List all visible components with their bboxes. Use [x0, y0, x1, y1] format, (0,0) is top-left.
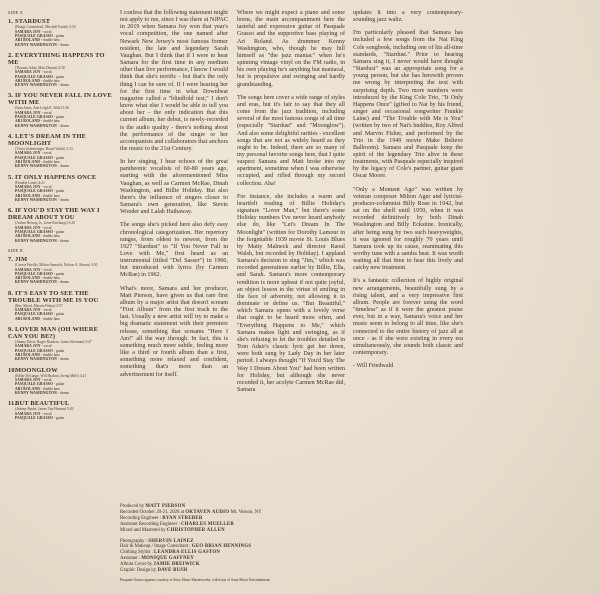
musician-name: KENNY WASHINGTON: [15, 42, 57, 47]
musician-credit: [8, 357, 112, 361]
track-title-line: [8, 400, 112, 407]
track-number: 9.: [8, 326, 14, 334]
musician-instrument: - guitar: [52, 229, 65, 234]
track-title: EVERYTHING HAPPENS TO ME: [8, 51, 105, 66]
musician-instrument: - guitar: [52, 271, 65, 276]
fine-print: Pasquale Grasso appears courtesy of Sony Music Masterworks, a division of Sony Music Entertainment.: [120, 577, 271, 582]
track-number: 7.: [8, 256, 14, 264]
musician-name: KENNY WASHINGTON: [15, 164, 57, 169]
musician-name: SAMARA JOY: [15, 151, 41, 156]
track-item: [8, 92, 112, 128]
musician-name: ARI ROLAND: [15, 38, 41, 43]
track-composers: (Rey Allred, Marvin Fisher) 3:57: [15, 303, 63, 308]
musician-credit: [8, 83, 112, 87]
musician-name: PASQUALE GRASSO: [15, 348, 53, 353]
musician-credit: [8, 164, 112, 168]
musician-name: ARI ROLAND: [15, 78, 41, 83]
credit-label: Assistant :: [120, 556, 142, 562]
track-number: 6.: [8, 207, 14, 215]
musician-name: PASQUALE GRASSO: [15, 115, 53, 120]
credit-label: Recorded October 20-21, 2020 at: [120, 509, 186, 515]
musician-name: KENNY WASHINGTON: [15, 197, 57, 202]
recording-credits: [120, 504, 460, 534]
track-title-line: [8, 133, 112, 147]
musician-credit: [8, 124, 112, 128]
credit-value: CHARLES MUELLER: [181, 521, 235, 527]
musician-instrument: - double bass: [40, 386, 60, 391]
credit-value: MATT PIERSON: [145, 504, 186, 509]
musician-name: PASQUALE GRASSO: [15, 312, 53, 317]
musician-instrument: - vocal: [40, 110, 52, 115]
track-title: JIM: [15, 256, 28, 264]
musician-name: SAMARA JOY: [15, 110, 41, 115]
notes-paragraph: What's more, Samara and her producer, Matt Pierson, have given us that rare first album by a major artist that doesn't scream "First Album" from the first track to the last. Usually a new artist will try to make a big dramatic statement with their premiere release, something that screams "Here I Am!" all the way through. In fact, this is something much more subtle, feeling more like a third or fourth album than a first, something more relaxed and confident, something that's more than an advertisement for itself.: [120, 285, 228, 378]
track-composers: (Frankie Laine) 4:21: [15, 180, 45, 185]
notes-column-3: [353, 10, 463, 376]
track-composers: (Eddie DeLange, Will Hudson, Irving Mills) 4:21: [15, 373, 87, 378]
notes-paragraph: It's a fantastic collection of highly original new arrangements, beautifully sung by a rising talent, and a very impressive first album. People are forever using the word "timeless" as if it were the greatest praise ever, but in a way, Samara's voice and her music seem to belong to all time, like she's connected to the entire history of jazz all at once - as if she were existing in every era simultaneously, she sounds both classic and contemporary.: [353, 278, 463, 357]
notes-column-2: [237, 10, 345, 400]
musician-name: KENNY WASHINGTON: [15, 280, 57, 285]
musician-instrument: - guitar: [52, 74, 65, 79]
musician-instrument: - drums: [56, 42, 69, 47]
musician-name: ARI ROLAND: [15, 353, 41, 358]
musician-instrument: - guitar: [52, 382, 65, 387]
musician-name: KENNY WASHINGTON: [15, 390, 57, 395]
side-b-tracklist: [8, 256, 112, 420]
track-composers: (Caesar Petrillo, Milton Samuels, Nelson A. Shawn) 4:50: [15, 263, 98, 268]
track-number: 1.: [8, 18, 14, 26]
musician-name: SAMARA JOY: [15, 411, 41, 416]
musician-instrument: - vocal: [40, 185, 52, 190]
side-a-heading: SIDE A: [8, 10, 23, 15]
musician-instrument: - double bass: [40, 276, 60, 281]
musician-instrument: - vocal: [40, 267, 52, 272]
musician-name: ARI ROLAND: [15, 119, 41, 124]
track-composers: (Thomas Adair, Matt Dennis) 4:58: [15, 65, 65, 70]
track-composers: (Victor Schertzinger, Raoul Walsh) 3:33: [15, 147, 73, 152]
credit-label: Photography :: [120, 538, 149, 544]
track-number: 3.: [8, 92, 14, 100]
credit-value: DAVE BUSH: [157, 568, 188, 574]
musician-instrument: - double bass: [40, 353, 60, 358]
musician-instrument: - double bass: [40, 119, 60, 124]
credit-value: JAMIE BREIWICK: [153, 562, 200, 568]
track-item: [8, 400, 112, 420]
production-credits: [120, 504, 460, 584]
track-title: LOVER MAN (OH WHERE CAN YOU BE?): [8, 326, 99, 341]
musician-instrument: - double bass: [40, 38, 60, 43]
track-number: 4.: [8, 133, 14, 141]
track-number: 5.: [8, 173, 14, 181]
credit-value: CHRISTOPHER ALLEN: [166, 527, 225, 533]
musician-name: KENNY WASHINGTON: [15, 238, 57, 243]
musician-instrument: - drums: [56, 83, 69, 88]
musician-credit: [8, 43, 112, 47]
musician-name: ARI ROLAND: [15, 193, 41, 198]
track-title-line: [8, 367, 112, 374]
musician-instrument: - drums: [56, 123, 69, 128]
musician-name: PASQUALE GRASSO: [15, 189, 53, 194]
track-item: [8, 290, 112, 321]
notes-paragraph: Where we might expect a piano and some horns, the main accompaniment here the tasteful and expressive guitar of Pasquale Grasso and the supportive bass playing of Ari Roland. As drummer Kenny Washington, who, though he may bill himself as "the jazz maniac" when he's spinning vintage vinyl on the FM radio, in his own playing he's anything but maniacal, but is propulsive and swinging and hardly grandstanding.: [237, 10, 345, 88]
credit-label: Recording Engineer :: [120, 515, 163, 521]
track-title: IF YOU NEVER FALL IN LOVE WITH ME: [8, 92, 112, 107]
musician-instrument: - vocal: [40, 344, 52, 349]
musician-credit: [8, 198, 112, 202]
musician-instrument: - double bass: [40, 193, 60, 198]
track-number: 11.: [8, 400, 17, 408]
musician-name: SAMARA JOY: [15, 344, 41, 349]
musician-instrument: - double bass: [40, 316, 60, 321]
track-composers: (Arthur Herzog, Jr., Irene Kitchings) 5:28: [15, 221, 75, 226]
musician-name: PASQUALE GRASSO: [15, 155, 53, 160]
track-number: 8.: [8, 289, 14, 297]
musician-instrument: - vocal: [40, 151, 52, 156]
tracklist-column: [8, 10, 112, 425]
notes-paragraph: The songs here cover a wide range of styles and eras, but it's fair to say that they all come from the jazz tradition, including several of the most famous songs of all time (especially "Stardust" and "Moonglow"). And also some delightful rarities - excellent songs that are not as widely heard as they ought to be. Indeed, there are so many of my personal favorite songs here, that I quite suspect Samara and Matt broke into my apartment, sometime when I was otherwise occupied, and rifled through my record collection. Aha!: [237, 94, 345, 187]
design-credits: [120, 539, 460, 574]
credit-value: GEO BRIAN HENNINGS: [191, 544, 252, 550]
musician-instrument: - drums: [56, 357, 69, 362]
musician-instrument: - guitar: [52, 348, 65, 353]
musician-instrument: - double bass: [40, 160, 60, 165]
track-number: 2.: [8, 51, 14, 59]
musician-name: SAMARA JOY: [15, 29, 41, 34]
musician-name: SAMARA JOY: [15, 308, 41, 313]
musician-instrument: - double bass: [40, 78, 60, 83]
track-title-line: [8, 207, 112, 221]
track-item: [8, 52, 112, 88]
musician-name: ARI ROLAND: [15, 234, 41, 239]
track-title: IF YOU'D STAY THE WAY I DREAM ABOUT YOU: [8, 207, 100, 222]
track-title-line: [8, 92, 112, 106]
musician-name: SAMARA JOY: [15, 267, 41, 272]
musician-name: KENNY WASHINGTON: [15, 357, 57, 362]
musician-name: PASQUALE GRASSO: [15, 229, 53, 234]
musician-instrument: - vocal: [40, 225, 52, 230]
credit-value: RYAN STREBER: [162, 515, 203, 521]
track-composers: (Johnny Burke, James Van Heusen) 5:03: [15, 407, 74, 412]
musician-name: PASQUALE GRASSO: [15, 271, 53, 276]
track-item: [8, 256, 112, 285]
musician-name: SAMARA JOY: [15, 70, 41, 75]
musician-name: PASQUALE GRASSO: [15, 74, 53, 79]
credit-label: Clothing Stylist :: [120, 550, 154, 556]
musician-name: KENNY WASHINGTON: [15, 123, 57, 128]
musician-instrument: - guitar: [52, 312, 65, 317]
notes-paragraph: I'm particularly pleased that Samara has included a few songs from the Nat King Cole songbook, including one of his all-time standards, "Stardust." Prior to hearing Samara sing it, I never would have thought "Stardust" was an appropriate song for a young person, but she has herewith proven me wrong by interpreting the text with surprising depth. Two more numbers were introduced by the King Cole Trio, "It Only Happens Once" (gifted to Nat by his friend, singer and occasional songwriter Frankie Laine) and "The Trouble with Me is You" (written by two of Nat's buddies, Roy Alfred and Marvin Fisher, and performed by the Trio in the 1949 movie Make Believe Ballroom). Samara and Pasquale keep the spirit of the legendary Trio alive in these treatments, with Pasquale especially inspired by the legacy of Cole's partner, guitar giant Oscar Moore.: [353, 30, 463, 180]
track-title-line: [8, 174, 112, 181]
credit-label: Graphic Design by: [120, 568, 158, 574]
musician-name: SAMARA JOY: [15, 378, 41, 383]
track-title-line: [8, 256, 112, 263]
musician-credit: [8, 416, 112, 420]
musician-instrument: - vocal: [40, 70, 52, 75]
musician-instrument: - vocal: [40, 308, 52, 313]
musician-instrument: - vocal: [40, 29, 52, 34]
notes-column-1: [120, 10, 228, 385]
track-title-line: [8, 52, 112, 66]
credit-value: SHERVIN LAINEZ: [148, 538, 194, 544]
credit-value: OKTAVEN AUDIO: [185, 509, 230, 515]
track-title: MOONGLOW: [15, 366, 58, 374]
track-item: [8, 367, 112, 396]
track-title: BUT BEAUTIFUL: [15, 400, 70, 408]
musician-credit: [8, 239, 112, 243]
musician-name: ARI ROLAND: [15, 386, 41, 391]
credit-value: MONIQUE GAFFNEY: [141, 556, 195, 562]
track-item: [8, 326, 112, 362]
musician-credit: [8, 280, 112, 284]
track-item: [8, 18, 112, 47]
musician-instrument: - drums: [56, 197, 69, 202]
track-composers: (Hoagy Carmichael, Mitchell Parish) 3:54: [15, 25, 76, 30]
track-composers: (Jimmy Davis, Roger Ramirez, James Sherman) 5:47: [15, 340, 92, 345]
side-a-tracklist: [8, 18, 112, 243]
track-title-line: [8, 18, 112, 25]
musician-name: SAMARA JOY: [15, 185, 41, 190]
credit-label: Hair & Makeup / Image Consultant :: [120, 544, 192, 550]
musician-credit: [8, 391, 112, 395]
track-title: STARDUST: [15, 18, 51, 26]
musician-instrument: - double bass: [40, 234, 60, 239]
musician-instrument: - drums: [56, 238, 69, 243]
notes-paragraph: "Only a Moment Ago" was written by veteran composer Milton Ager and lyricist-producer-columnist Billy Rose in 1942, but sat on the shelf until 1950, when it was recorded definitively by both Dinah Washington and Billy Eckstine. Ironically, after being sung by two such heavyweights, it was ignored for roughly 70 years until Samara took up its cause, reanimating this worthy tune with a samba beat. It was worth waiting all that time to hear this lively and catchy new treatment.: [353, 186, 463, 272]
musician-name: PASQUALE GRASSO: [15, 415, 53, 420]
credit-suffix: Mt. Vernon, NY: [229, 509, 262, 515]
credit-label: Mixed and Mastered by: [120, 527, 167, 533]
track-number: 10.: [8, 366, 17, 374]
musician-instrument: - drums: [56, 280, 69, 285]
musician-instrument: - drums: [56, 390, 69, 395]
musician-instrument: - guitar: [52, 155, 65, 160]
notes-paragraph: I confess that the following statement might not apply to me, since I was there at NJPAC in 2019 when Samara Joy won that year's vocal competition, the one named after Newark New Jersey's most famous former resident, the late and legendary Sarah Vaughan. But I think that if I were to hear Samara for the first time in any medium other than live performance, I know I would think that she's terrific - but that's the only thing I can be sure of. If I were hearing her for the first time in what Downbeat magazine called a "blindfold test," I don't know what else I would be able to tell you about her - the only indication that this current album, her debut, is newly-recorded is the audio quality - there's nothing about the performance of the singer or her accompanists and collaborators that anchors the music to the 21st Century.: [120, 10, 228, 152]
musician-instrument: - vocal: [40, 411, 52, 416]
musician-instrument: - guitar: [52, 34, 65, 38]
track-item: [8, 207, 112, 243]
musician-name: PASQUALE GRASSO: [15, 382, 53, 387]
musician-instrument: - guitar: [52, 189, 65, 194]
notes-paragraph: The songs she's picked here also defy easy chronological categorization. Her repertory ranges, from oldest to newest, from the 1927 "Stardust" to "If You Never Fall in Love with Me," first heard as an instrumental (titled "Del Sasser") in 1960, but introduced with lyrics (by Carmen McRae) in 1962.: [120, 222, 228, 279]
credit-line: [120, 568, 460, 574]
musician-name: PASQUALE GRASSO: [15, 34, 53, 38]
author-signature: - Will Friedwald: [353, 363, 394, 370]
musician-name: ARI ROLAND: [15, 160, 41, 165]
musician-instrument: - vocal: [40, 378, 52, 383]
track-item: [8, 174, 112, 203]
musician-name: ARI ROLAND: [15, 316, 41, 321]
musician-credit: [8, 317, 112, 321]
credit-label: Album Cover by: [120, 562, 154, 568]
track-title-line: [8, 290, 112, 304]
track-composers: (Sam Jones, Ann Leigh E. Wolf) 3:36: [15, 106, 69, 111]
credit-value: LEANDRA ELLIS GASTON: [154, 550, 221, 556]
track-title-line: [8, 326, 112, 340]
credit-label: Produced by: [120, 504, 146, 509]
track-title: IT'S EASY TO SEE THE TROUBLE WITH ME IS YOU: [8, 289, 99, 304]
credit-label: Assistant Recording Engineer :: [120, 521, 182, 527]
notes-paragraph: updates it into a very contemporary-sounding jazz waltz.: [353, 10, 463, 24]
side-b-heading: SIDE B: [8, 247, 23, 253]
musician-instrument: - guitar: [52, 415, 65, 420]
musician-name: KENNY WASHINGTON: [15, 83, 57, 88]
musician-name: SAMARA JOY: [15, 225, 41, 230]
musician-instrument: - drums: [56, 164, 69, 169]
notes-paragraph: For instance, she includes a warm and heartfelt reading of Billie Holiday's signature "Lover Man," but there's some Holiday numbers I've never heard anybody else do, like "Let's Dream In The Moonlight" (written for Dorothy Lamour in the forgettable 1939 movie St. Louis Blues by Matty Malneck and director Raoul Walsh, but recorded by Holiday). I applaud Samara's decision to sing "Jim," which was recorded generations earlier by Billie, Ella, and Sarah. Samara's more contemporary rendition is more upbeat if not quite joyful, an object lesson in the virtue of smiling in the face of adversity, not allowing it to dominate or define us. "But Beautiful," which Samara opens with a lovely verse that ought to be heard more often, and "Everything Happens to Me," which Samara makes light and swinging, as if she's refusing to let the troubles detailed in Tom Adair's classic lyric get her down, were both sung by Lady Day in her later period. I always thought "If You'd Stay The Way I Dream About You" had been written for Holiday, but although she never recorded it, her acolyte Carmen McRae did, Samara: [237, 193, 345, 393]
track-title: IT ONLY HAPPENS ONCE: [15, 173, 97, 181]
track-title: LET'S DREAM IN THE MOONLIGHT: [8, 133, 87, 148]
notes-paragraph: In her singing, I hear echoes of the great pantheonic vocalists of 60-80 years ago, starting with the aforementioned Miss Vaughan, as well as Carmen McRae, Dinah Washington, and Billie Holiday. But also there's the influence of singers closer to Samara's own generation, like Stevie Wonder and Lalah Hathaway.: [120, 159, 228, 216]
musician-instrument: - guitar: [52, 115, 65, 120]
track-item: [8, 133, 112, 169]
musician-name: ARI ROLAND: [15, 276, 41, 281]
